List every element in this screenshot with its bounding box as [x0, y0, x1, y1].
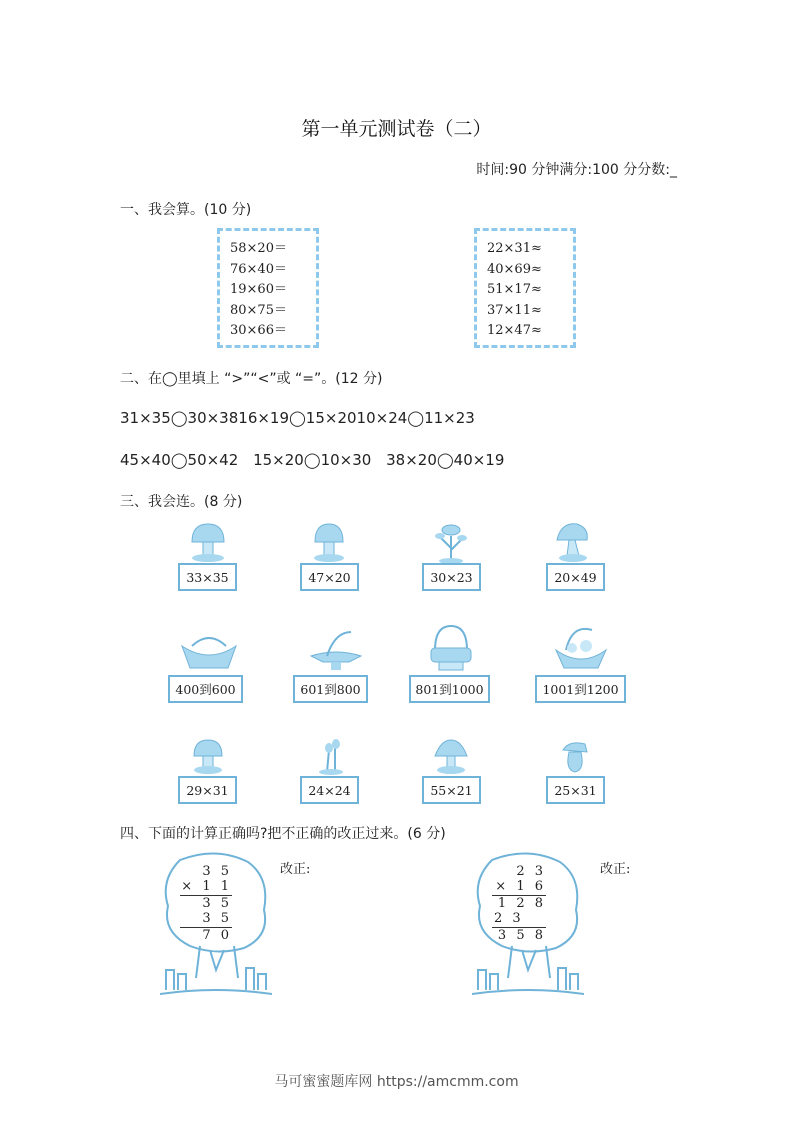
- match-top-label[interactable]: 33×35: [178, 563, 237, 591]
- calc-item: 58×20＝: [230, 241, 287, 256]
- match-top-label[interactable]: 47×20: [300, 563, 359, 591]
- calc-item: 22×31≈: [487, 241, 542, 256]
- match-bottom-label[interactable]: 25×31: [546, 776, 605, 804]
- compare-item: 45×40◯50×42: [120, 451, 239, 469]
- calc-item: 80×75＝: [230, 302, 287, 318]
- calc-line: 3 5: [202, 864, 232, 879]
- correction-label: 改正:: [280, 862, 311, 877]
- vertical-calc: [492, 864, 546, 943]
- match-top-label[interactable]: 20×49: [546, 563, 605, 591]
- section-2-heading: 二、在◯里填上 “>”“<”或 “=”。(12 分): [120, 371, 383, 387]
- compare-item: 15×20◯10×30: [253, 451, 372, 469]
- flower-icon: [313, 738, 349, 776]
- page-title: 第一单元测试卷（二）: [301, 118, 492, 140]
- calc-line: × 1 1: [181, 879, 232, 894]
- match-bottom-label[interactable]: 24×24: [300, 776, 359, 804]
- basket-icon: [178, 628, 240, 674]
- flower-icon: [431, 520, 471, 564]
- calc-line: 2 3: [494, 911, 524, 926]
- section-4-heading: 四、下面的计算正确吗?把不正确的改正过来。(6 分): [120, 826, 446, 842]
- calc-line: 2 3: [516, 864, 546, 879]
- calc-item: 51×17≈: [487, 282, 542, 297]
- calc-item: 40×69≈: [487, 261, 542, 277]
- calc-line: 3 5: [202, 911, 232, 926]
- calc-item: 76×40＝: [230, 261, 287, 277]
- calc-box-left: [217, 228, 319, 348]
- compare-line-2: [120, 451, 504, 469]
- mushroom-icon: [188, 520, 228, 564]
- exam-meta: 时间:90 分钟满分:100 分分数:_: [476, 162, 677, 178]
- calc-line: 7 0: [202, 928, 232, 943]
- match-range-label[interactable]: 601到800: [293, 675, 368, 703]
- match-range-label[interactable]: 400到600: [168, 675, 243, 703]
- compare-item: 38×20◯40×19: [386, 451, 505, 469]
- mushroom-icon: [431, 738, 471, 776]
- compare-line-1: 31×35◯30×3816×19◯15×2010×24◯11×23: [120, 409, 475, 427]
- calc-item: 30×66＝: [230, 323, 287, 338]
- calc-line: × 1 6: [495, 879, 546, 894]
- calc-line: 1 2 8: [497, 896, 546, 911]
- match-top-label[interactable]: 30×23: [422, 563, 481, 591]
- mushroom-icon: [188, 738, 228, 776]
- mushroom-icon: [557, 738, 593, 776]
- basket-icon: [305, 628, 367, 674]
- correction-label: 改正:: [600, 862, 631, 877]
- calc-item: 12×47≈: [487, 323, 542, 338]
- section-1-heading: 一、我会算。(10 分): [120, 202, 252, 218]
- match-range-label[interactable]: 801到1000: [409, 675, 490, 703]
- match-range-label[interactable]: 1001到1200: [535, 675, 626, 703]
- basket-icon: [425, 622, 477, 674]
- calc-item: 19×60＝: [230, 282, 287, 297]
- mushroom-icon: [553, 520, 593, 564]
- basket-icon: [550, 622, 612, 674]
- footer-watermark: 马可蜜蜜题库网 https://amcmm.com: [274, 1074, 519, 1090]
- match-bottom-label[interactable]: 29×31: [178, 776, 237, 804]
- match-bottom-label[interactable]: 55×21: [422, 776, 481, 804]
- calc-line: 3 5: [202, 896, 232, 911]
- vertical-calc: [180, 864, 232, 943]
- calc-line: 3 5 8: [497, 928, 546, 943]
- mushroom-icon: [309, 520, 349, 564]
- calc-item: 37×11≈: [487, 302, 542, 318]
- calc-box-right: [474, 228, 576, 348]
- section-3-heading: 三、我会连。(8 分): [120, 494, 243, 510]
